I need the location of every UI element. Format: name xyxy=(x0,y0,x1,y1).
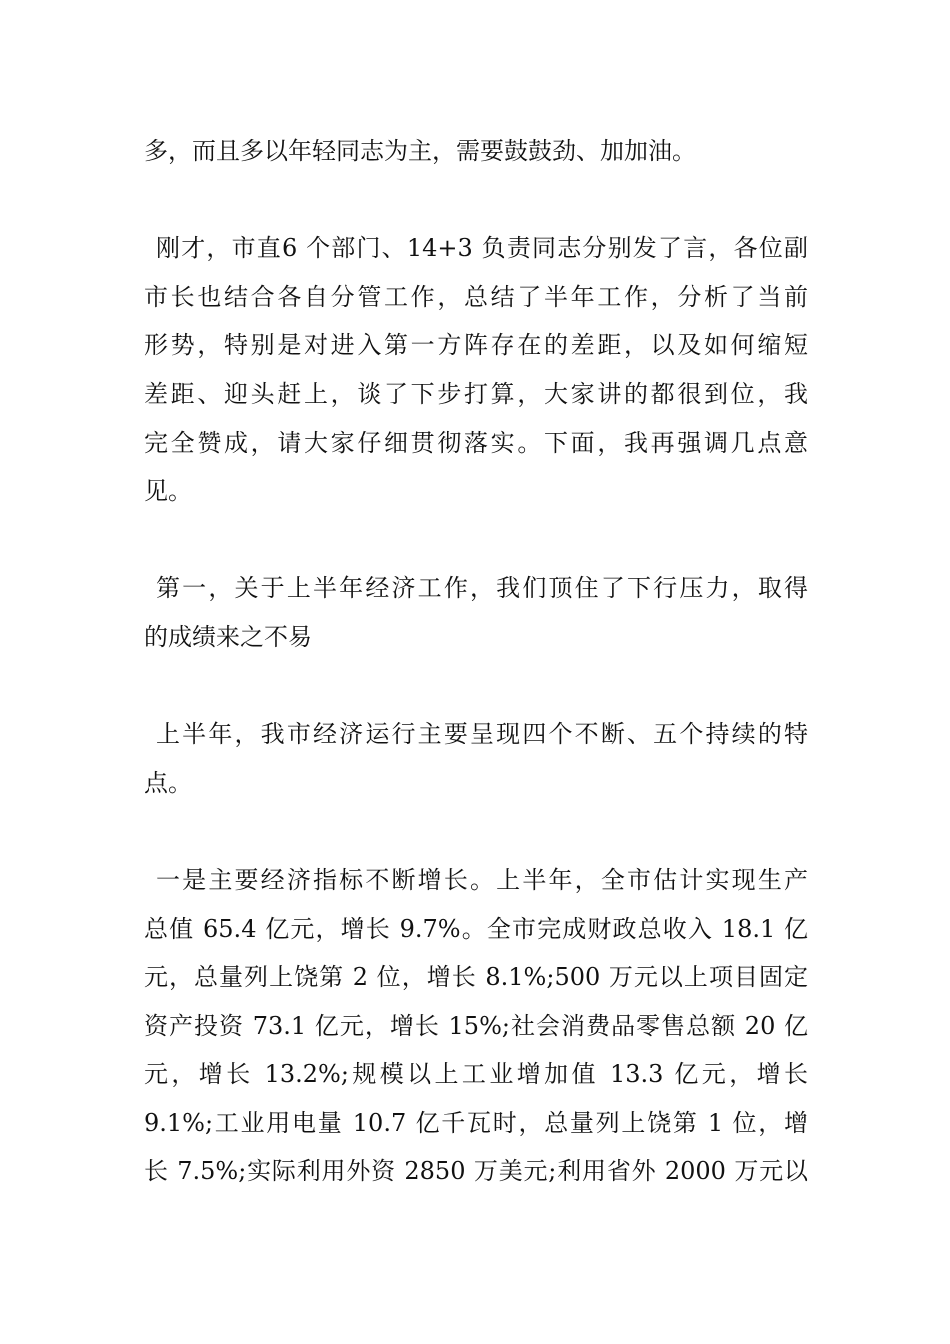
text-line: 完全赞成，请大家仔细贯彻落实。下面，我再强调几点意 xyxy=(144,428,808,457)
text-line: 见。 xyxy=(144,477,192,506)
paragraph-1 xyxy=(144,127,808,176)
paragraph-3 xyxy=(144,564,808,661)
text-line: 市长也结合各自分管工作，总结了半年工作，分析了当前 xyxy=(144,282,808,311)
paragraph-4 xyxy=(144,710,808,807)
text-line: 的成绩来之不易 xyxy=(144,622,312,651)
text-line: 9.1%;工业用电量 10.7 亿千瓦时，总量列上饶第 1 位，增 xyxy=(144,1108,808,1137)
text-line: 上半年，我市经济运行主要呈现四个不断、五个持续的特 xyxy=(156,720,808,749)
text-line: 一是主要经济指标不断增长。上半年，全市估计实现生产 xyxy=(156,865,808,894)
text-line: 元，总量列上饶第 2 位，增长 8.1%;500 万元以上项目固定 xyxy=(144,963,808,992)
paragraph-2 xyxy=(144,224,808,516)
text-line: 元，增长 13.2%;规模以上工业增加值 13.3 亿元，增长 xyxy=(144,1060,808,1089)
text-line: 差距、迎头赶上，谈了下步打算，大家讲的都很到位，我 xyxy=(144,379,808,408)
text-line: 多，而且多以年轻同志为主，需要鼓鼓劲、加加油。 xyxy=(144,137,696,165)
text-line: 点。 xyxy=(144,768,192,797)
text-line: 刚才，市直6 个部门、14+3 负责同志分别发了言，各位副 xyxy=(156,234,808,263)
paragraph-5 xyxy=(144,856,808,1196)
text-line: 资产投资 73.1 亿元，增长 15%;社会消费品零售总额 20 亿 xyxy=(144,1011,808,1040)
text-line: 形势，特别是对进入第一方阵存在的差距，以及如何缩短 xyxy=(144,331,808,360)
text-line: 第一，关于上半年经济工作，我们顶住了下行压力，取得 xyxy=(156,574,808,603)
text-line: 总值 65.4 亿元，增长 9.7%。全市完成财政总收入 18.1 亿 xyxy=(144,914,808,943)
text-line: 长 7.5%;实际利用外资 2850 万美元;利用省外 2000 万元以 xyxy=(144,1157,808,1186)
document-body xyxy=(144,127,808,1245)
